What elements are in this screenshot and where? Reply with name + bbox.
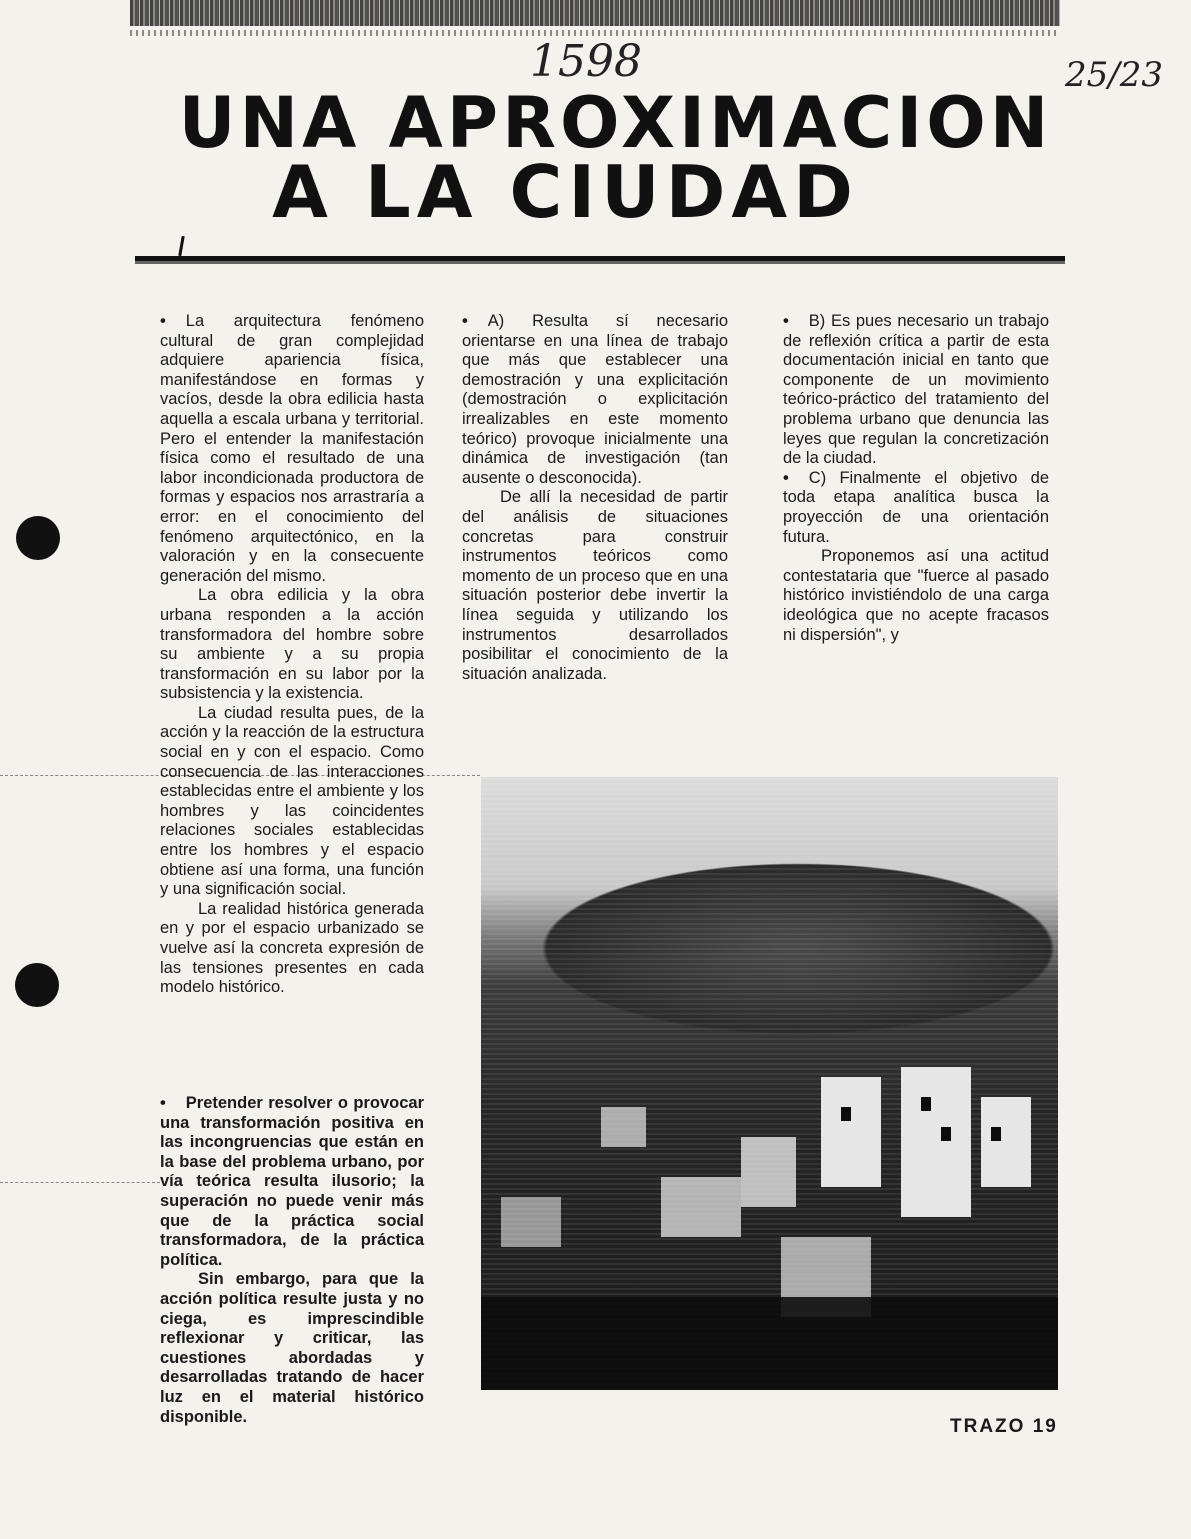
bullet-icon: •: [783, 312, 789, 330]
handwritten-number: 1598: [530, 36, 642, 87]
paragraph: [783, 469, 1049, 547]
building: [661, 1177, 741, 1237]
paragraph: La realidad histórica generada en y por el espacio urbanizado se vuelve así la concreta expresión de las tensiones presentes en cada modelo histórico.: [160, 899, 424, 997]
bullet-icon: •: [160, 312, 166, 330]
paragraph: [160, 1094, 424, 1270]
building: [601, 1107, 646, 1147]
building: [501, 1197, 561, 1247]
paragraph: [462, 312, 728, 488]
header-band: [130, 0, 1060, 26]
column-3: [783, 312, 1049, 645]
column-1-bold-section: [160, 1094, 424, 1427]
page-footer: TRAZO 19: [950, 1416, 1058, 1437]
bullet-icon: •: [462, 312, 468, 330]
building: [901, 1067, 971, 1217]
paragraph: La ciudad resulta pues, de la acción y la reacción de la estructura social en y con el espacio. Como consecuencia de las interacciones establecidas entre el ambiente y los hombres y las coincidentes relaciones sociales establecidas entre los hombres y el espacio obtiene así una forma, una función y una significación social.: [160, 703, 424, 899]
title-line-1: UNA APROXIMACION: [178, 82, 1053, 164]
paragraph-text: B) Es pues necesario un trabajo de reflexión crítica a partir de esta documentación inicial en tanto que componente de un movimiento teórico-práctico del tratamiento del problema urbano que denuncia las leyes que regulan la concretización de la ciudad.: [783, 312, 1049, 468]
window: [921, 1097, 931, 1111]
paragraph-text: A) Resulta sí necesario orientarse en una línea de trabajo que más que establecer una demostración y una explicitación (demostración o explicitación irrealizables en este momento teórico) provoque inicialmente una dinámica de investigación (tan ausente o desconocida).: [462, 312, 728, 487]
foreground-shadow: [481, 1297, 1058, 1390]
paragraph-text: Pretender resolver o provocar una transformación positiva en las incongruencias que están en la base del problema urbano, por vía teórica resulta ilusorio; la superación no puede venir más que de la práctica social transformadora, de la práctica política.: [160, 1094, 424, 1269]
paragraph-text: La arquitectura fenómeno cultural de gran complejidad adquiere apariencia física, manifestándose en formas y vacíos, desde la obra edilicia hasta aquella a escala urbana y territorial. Pero el entender la manifestación física como el resultado de una labor incondicionada productora de formas y espacios nos arrastraría a error: en el conocimiento del fenómeno arquitectónico, en la valoración y en la consecuente generación del mismo.: [160, 312, 424, 585]
title-divider: [135, 256, 1065, 264]
paragraph: Sin embargo, para que la acción política resulte justa y no ciega, es imprescindible reflexionar y criticar, las cuestiones abordadas y desarrolladas tratando de hacer luz en el material histórico disponible.: [160, 1270, 424, 1426]
bullet-icon: •: [160, 1094, 166, 1112]
scan-artifact-line: [0, 1182, 160, 1183]
column-2: [462, 312, 728, 684]
title-line-2: A LA CIUDAD: [272, 150, 859, 234]
paragraph: [160, 312, 424, 586]
column-1: [160, 312, 424, 998]
window: [941, 1127, 951, 1141]
paragraph: Proponemos así una actitud contestataria que "fuerce al pasado histórico invistiéndolo de una carga ideológica que no acepte fracasos ni dispersión", y: [783, 547, 1049, 644]
paragraph: La obra edilicia y la obra urbana responden a la acción transformadora del hombre sobre su ambiente y a su propia transformación en su labor por la subsistencia y la existencia.: [160, 586, 424, 703]
punch-hole: [15, 963, 59, 1007]
bullet-icon: •: [783, 468, 789, 487]
paragraph-text: C) Finalmente el objetivo de toda etapa analítica busca la proyección de una orientación futura.: [783, 468, 1049, 546]
city-photograph: [481, 777, 1058, 1390]
handwritten-page-ref: 25/23: [1065, 55, 1163, 95]
pen-mark: [178, 236, 184, 256]
paragraph: De allí la necesidad de partir del análisis de situaciones concretas para construir instrumentos teóricos como momento de un proceso que en una situación posterior debe invertir la línea seguida y utilizando los instrumentos desarrollados posibilitar el conocimiento de la situación analizada.: [462, 488, 728, 683]
building: [821, 1077, 881, 1187]
building: [741, 1137, 796, 1207]
paragraph: [783, 312, 1049, 469]
building: [981, 1097, 1031, 1187]
punch-hole: [16, 516, 60, 560]
window: [991, 1127, 1001, 1141]
window: [841, 1107, 851, 1121]
